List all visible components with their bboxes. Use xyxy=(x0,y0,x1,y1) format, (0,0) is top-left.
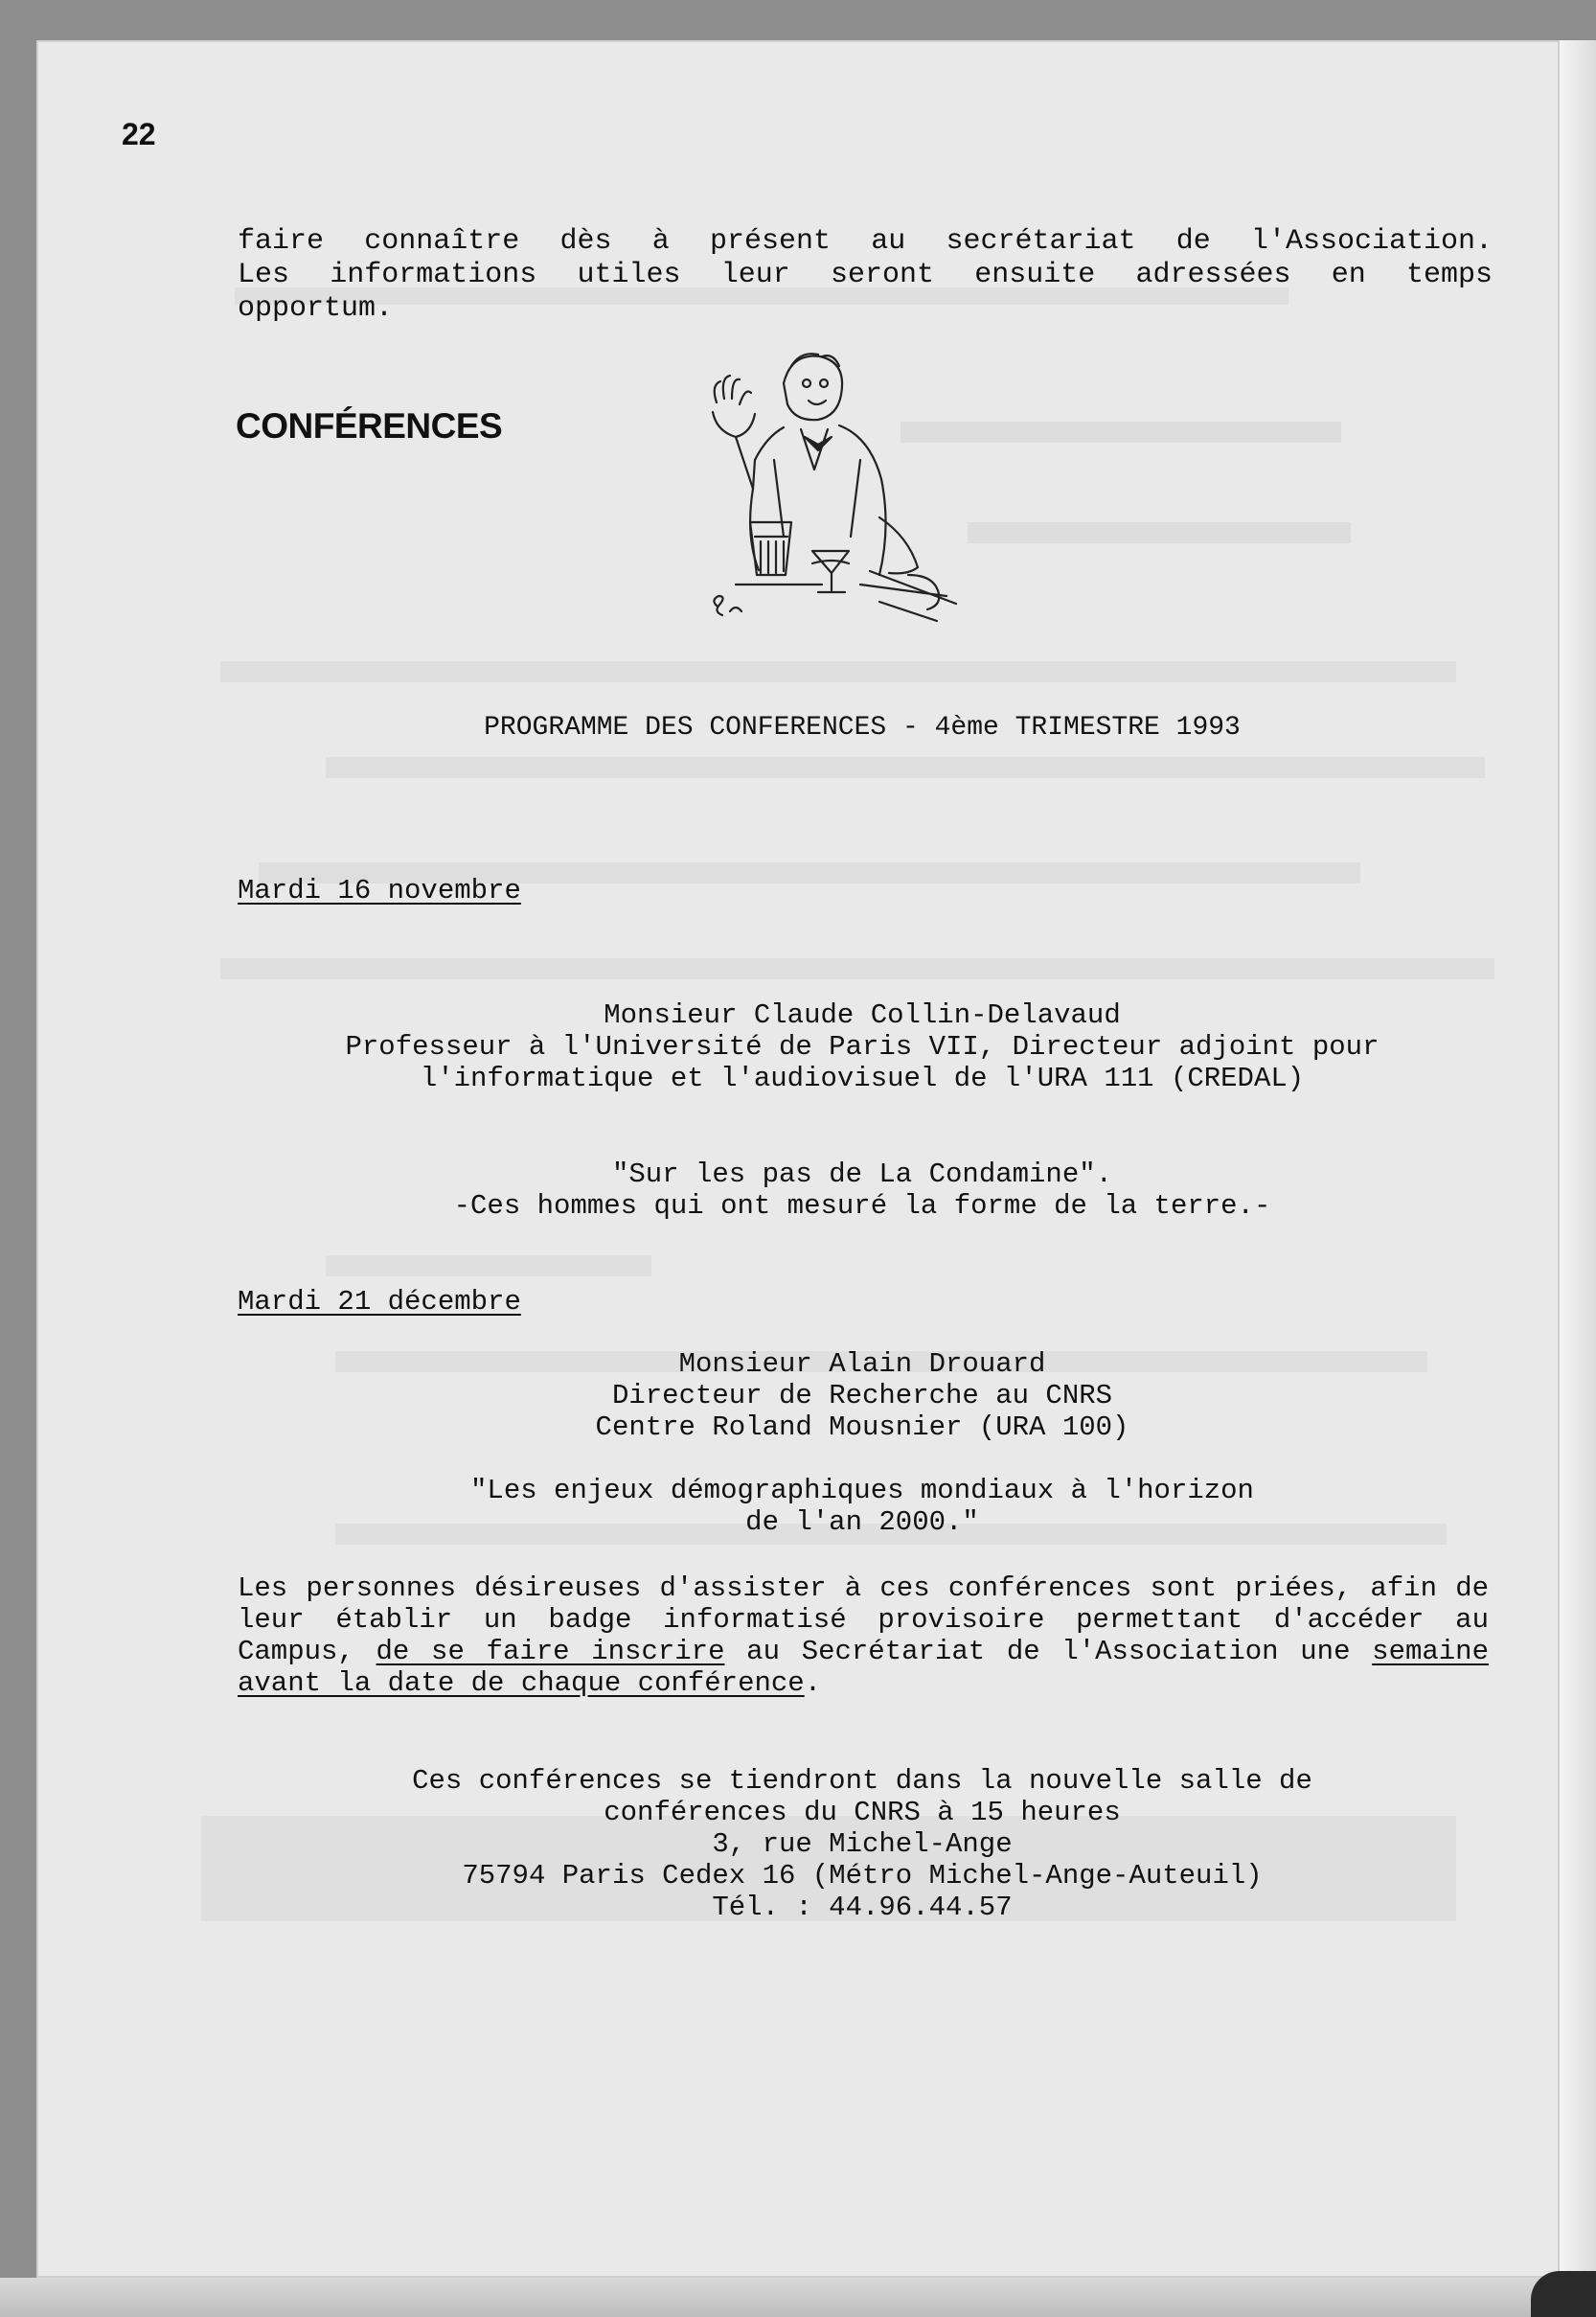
bleed-through-mark xyxy=(326,1255,651,1276)
speaker-info xyxy=(192,1348,1533,1443)
speaker-info xyxy=(192,999,1533,1094)
talk-title xyxy=(192,1475,1533,1538)
bleed-through-mark xyxy=(901,422,1341,443)
speaker-line: Professeur à l'Université de Paris VII, Directeur adjoint pour xyxy=(345,1031,1379,1063)
event-date: Mardi 21 décembre xyxy=(238,1286,521,1318)
speaker-line: Directeur de Recherche au CNRS xyxy=(611,1380,1113,1411)
page-edge-right xyxy=(1560,40,1596,2317)
bleed-through-mark xyxy=(968,522,1351,543)
bleed-through-mark xyxy=(326,757,1485,778)
bleed-through-mark xyxy=(220,661,1456,682)
talk-title xyxy=(192,1158,1533,1222)
notice-text: au Secrétariat de l'Association une xyxy=(724,1636,1373,1667)
speaker-line: Centre Roland Mousnier (URA 100) xyxy=(595,1411,1129,1443)
venue-info xyxy=(192,1765,1533,1923)
intro-line: faire connaître dès à présent au secrétariat de l'Association. xyxy=(238,225,1493,258)
registration-notice xyxy=(238,1572,1489,1699)
venue-line: conférences du CNRS à 15 heures xyxy=(604,1797,1121,1828)
intro-paragraph xyxy=(238,225,1493,326)
page-edge-bottom xyxy=(0,2278,1560,2317)
programme-title: PROGRAMME DES CONFERENCES - 4ème TRIMESTRE 1993 xyxy=(484,713,1241,743)
talk-title-line: de l'an 2000." xyxy=(745,1506,979,1538)
venue-line: Ces conférences se tiendront dans la nouvelle salle de xyxy=(412,1765,1312,1797)
speaker-line: Monsieur Claude Collin-Delavaud xyxy=(604,999,1121,1031)
talk-title-line: "Les enjeux démographiques mondiaux à l'horizon xyxy=(470,1475,1254,1506)
bleed-through-mark xyxy=(220,958,1494,979)
page-number: 22 xyxy=(122,117,156,151)
section-title: CONFÉRENCES xyxy=(236,406,503,446)
notice-underlined-text: de se faire inscrire xyxy=(376,1636,725,1667)
event-date: Mardi 16 novembre xyxy=(238,875,521,906)
intro-line: Les informations utiles leur seront ensuite adressées en temps xyxy=(238,259,1493,291)
talk-title-line: "Sur les pas de La Condamine". xyxy=(611,1158,1113,1190)
waiter-with-glass-icon xyxy=(678,345,966,628)
intro-line: opportum. xyxy=(238,292,394,325)
venue-line: Tél. : 44.96.44.57 xyxy=(712,1892,1013,1923)
page-corner-shadow xyxy=(1531,2271,1596,2317)
speaker-line: Monsieur Alain Drouard xyxy=(678,1348,1046,1380)
speaker-line: l'informatique et l'audiovisuel de l'URA 111 (CREDAL) xyxy=(420,1063,1305,1094)
talk-title-line: -Ces hommes qui ont mesuré la forme de la terre.- xyxy=(453,1190,1271,1222)
notice-text: . xyxy=(804,1667,822,1699)
notice-text: Les personnes désireuses d'assister à ces conférences sont priées, afin de leur établir un badge informatisé provisoire permettant d'accéder au Campus, xyxy=(238,1572,1489,1667)
notice-underlined-text: semaine avant la date de chaque conférence xyxy=(238,1636,1489,1699)
venue-line: 75794 Paris Cedex 16 (Métro Michel-Ange-Auteuil) xyxy=(462,1860,1263,1892)
venue-line: 3, rue Michel-Ange xyxy=(712,1828,1013,1860)
